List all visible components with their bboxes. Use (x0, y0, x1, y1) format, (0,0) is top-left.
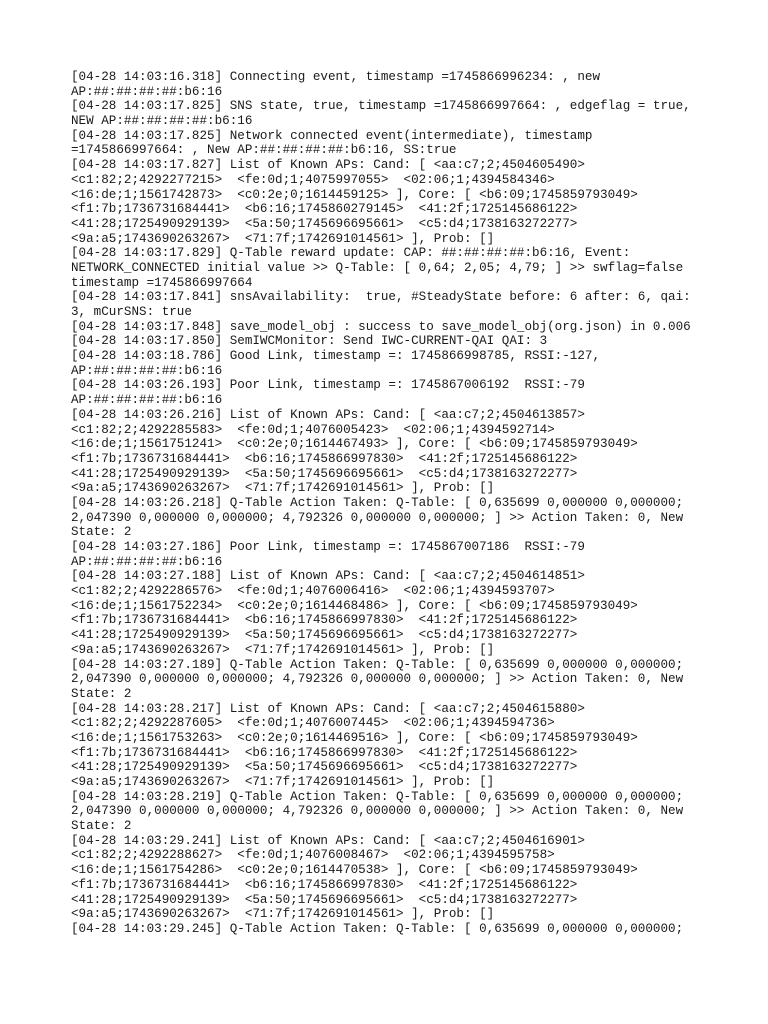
log-line: AP:##:##:##:##:b6:16 (71, 84, 223, 99)
log-line: <16:de;1;1561752234> <c0:2e;0;1614468486> ], Core: [ <b6:09;1745859793049> (71, 598, 638, 613)
log-line: <c1:82;2;4292285583> <fe:0d;1;4076005423> <02:06;1;4394592714> (71, 422, 555, 437)
log-line: <c1:82;2;4292277215> <fe:0d;1;4075997055> <02:06;1;4394584346> (71, 172, 555, 187)
log-line: <f1:7b;1736731684441> <b6:16;1745866997830> <41:2f;1725145686122> (71, 451, 578, 466)
log-line: <f1:7b;1736731684441> <b6:16;1745866997830> <41:2f;1725145686122> (71, 745, 578, 760)
log-line: <c1:82;2;4292286576> <fe:0d;1;4076006416> <02:06;1;4394593707> (71, 584, 555, 599)
log-line: [04-28 14:03:16.318] Connecting event, timestamp =1745866996234: , new (71, 70, 601, 84)
log-line: <16:de;1;1561754286> <c0:2e;0;1614470538> ], Core: [ <b6:09;1745859793049> (71, 863, 638, 878)
log-line: <41:28;1725490929139> <5a:50;1745696695661> <c5:d4;1738163272277> (71, 760, 578, 775)
log-line: [04-28 14:03:18.786] Good Link, timestamp =: 1745866998785, RSSI:-127, (71, 349, 601, 364)
log-line: [04-28 14:03:17.841] snsAvailability: true, #SteadyState before: 6 after: 6, qai: (71, 290, 691, 305)
log-line: <f1:7b;1736731684441> <b6:16;1745866997830> <41:2f;1725145686122> (71, 877, 578, 892)
log-line: [04-28 14:03:26.193] Poor Link, timestamp =: 1745867006192 RSSI:-79 (71, 378, 585, 393)
log-line: [04-28 14:03:27.189] Q-Table Action Taken: Q-Table: [ 0,635699 0,000000 0,000000; (71, 657, 684, 672)
log-line: 2,047390 0,000000 0,000000; 4,792326 0,000000 0,000000; ] >> Action Taken: 0, New (71, 804, 684, 819)
log-line: <41:28;1725490929139> <5a:50;1745696695661> <c5:d4;1738163272277> (71, 216, 578, 231)
log-line: AP:##:##:##:##:b6:16 (71, 554, 223, 569)
log-line: NEW AP:##:##:##:##:b6:16 (71, 114, 253, 129)
log-line: 3, mCurSNS: true (71, 305, 192, 319)
log-line: <9a:a5;1743690263267> <71:7f;1742691014561> ], Prob: [] (71, 231, 495, 246)
log-line: [04-28 14:03:26.216] List of Known APs: Cand: [ <aa:c7;2;4504613857> (71, 407, 585, 422)
log-line: <9a:a5;1743690263267> <71:7f;1742691014561> ], Prob: [] (71, 775, 495, 789)
log-line: [04-28 14:03:17.825] SNS state, true, timestamp =1745866997664: , edgeflag = true, (71, 99, 691, 114)
log-line: <9a:a5;1743690263267> <71:7f;1742691014561> ], Prob: [] (71, 642, 495, 657)
log-line: timestamp =1745866997664 (71, 275, 253, 290)
log-line: [04-28 14:03:27.186] Poor Link, timestamp =: 1745867007186 RSSI:-79 (71, 540, 585, 554)
log-line: <41:28;1725490929139> <5a:50;1745696695661> <c5:d4;1738163272277> (71, 628, 578, 643)
log-line: <9a:a5;1743690263267> <71:7f;1742691014561> ], Prob: [] (71, 481, 495, 496)
log-line: [04-28 14:03:17.827] List of Known APs: Cand: [ <aa:c7;2;4504605490> (71, 158, 585, 173)
log-line: <41:28;1725490929139> <5a:50;1745696695661> <c5:d4;1738163272277> (71, 466, 578, 481)
log-line: AP:##:##:##:##:b6:16 (71, 393, 223, 408)
log-document (71, 70, 761, 937)
log-line: <41:28;1725490929139> <5a:50;1745696695661> <c5:d4;1738163272277> (71, 892, 578, 907)
log-line: <c1:82;2;4292288627> <fe:0d;1;4076008467> <02:06;1;4394595758> (71, 848, 555, 863)
log-line: <9a:a5;1743690263267> <71:7f;1742691014561> ], Prob: [] (71, 907, 495, 922)
log-line: NETWORK_CONNECTED initial value >> Q-Table: [ 0,64; 2,05; 4,79; ] >> swflag=false (71, 260, 684, 275)
log-line: [04-28 14:03:26.218] Q-Table Action Taken: Q-Table: [ 0,635699 0,000000 0,000000; (71, 495, 684, 510)
log-line: <f1:7b;1736731684441> <b6:16;1745866997830> <41:2f;1725145686122> (71, 613, 578, 628)
log-line: [04-28 14:03:17.825] Network connected event(intermediate), timestamp (71, 128, 593, 143)
log-line: [04-28 14:03:28.219] Q-Table Action Taken: Q-Table: [ 0,635699 0,000000 0,000000; (71, 789, 684, 804)
log-line: State: 2 (71, 525, 132, 540)
log-line: [04-28 14:03:17.848] save_model_obj : success to save_model_obj(org.json) in 0.006 (71, 319, 691, 334)
log-line: [04-28 14:03:29.241] List of Known APs: Cand: [ <aa:c7;2;4504616901> (71, 833, 585, 848)
log-line: State: 2 (71, 819, 132, 834)
log-line: <16:de;1;1561751241> <c0:2e;0;1614467493> ], Core: [ <b6:09;1745859793049> (71, 437, 638, 452)
log-line: <f1:7b;1736731684441> <b6:16;1745860279145> <41:2f;1725145686122> (71, 202, 578, 217)
log-line: <16:de;1;1561742873> <c0:2e;0;1614459125> ], Core: [ <b6:09;1745859793049> (71, 187, 638, 202)
log-line: State: 2 (71, 686, 132, 701)
log-line: 2,047390 0,000000 0,000000; 4,792326 0,000000 0,000000; ] >> Action Taken: 0, New (71, 672, 684, 687)
log-line: AP:##:##:##:##:b6:16 (71, 363, 223, 378)
log-line: [04-28 14:03:29.245] Q-Table Action Taken: Q-Table: [ 0,635699 0,000000 0,000000; (71, 921, 684, 936)
log-line: =1745866997664: , New AP:##:##:##:##:b6:16, SS:true (71, 143, 457, 158)
log-line: <c1:82;2;4292287605> <fe:0d;1;4076007445> <02:06;1;4394594736> (71, 716, 555, 731)
log-line: [04-28 14:03:28.217] List of Known APs: Cand: [ <aa:c7;2;4504615880> (71, 701, 585, 716)
log-line: <16:de;1;1561753263> <c0:2e;0;1614469516> ], Core: [ <b6:09;1745859793049> (71, 730, 638, 745)
log-line: [04-28 14:03:17.850] SemIWCMonitor: Send IWC-CURRENT-QAI QAI: 3 (71, 334, 548, 349)
log-line: 2,047390 0,000000 0,000000; 4,792326 0,000000 0,000000; ] >> Action Taken: 0, New (71, 510, 684, 525)
log-line: [04-28 14:03:17.829] Q-Table reward update: CAP: ##:##:##:##:b6:16, Event: (71, 246, 631, 261)
log-line: [04-28 14:03:27.188] List of Known APs: Cand: [ <aa:c7;2;4504614851> (71, 569, 585, 584)
